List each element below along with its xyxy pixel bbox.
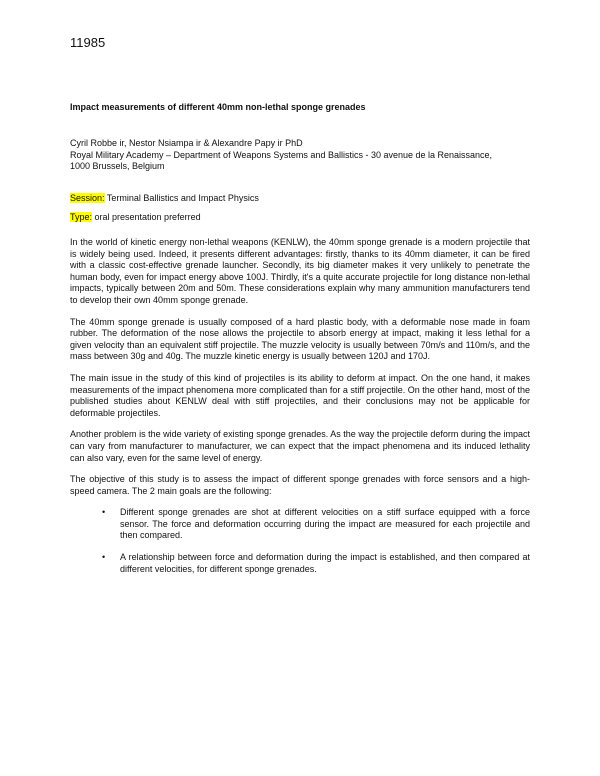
- type-line: [70, 212, 201, 222]
- session-label: Session:: [70, 193, 105, 203]
- author-names: Cyril Robbe ir, Nestor Nsiampa ir & Alexandre Papy ir PhD: [70, 138, 303, 148]
- paper-title: Impact measurements of different 40mm non-lethal sponge grenades: [70, 102, 366, 112]
- list-item: [102, 507, 530, 542]
- affiliation-line-2: 1000 Brussels, Belgium: [70, 161, 165, 171]
- list-item: [102, 552, 530, 575]
- list-item-text: A relationship between force and deformation during the impact is established, and then compared at different velocities, for different sponge grenades.: [120, 552, 530, 574]
- paragraph-composition: The 40mm sponge grenade is usually composed of a hard plastic body, with a deformable nose made in foam rubber. The deformation of the nose allows the projectile to absorb energy at impact, making it less lethal for a given velocity than an equivalent stiff projectile. The muzzle velocity is usually between 70m/s and 110m/s, and the mass between 30g and 40g. The muzzle kinetic energy is usually between 120J and 170J.: [70, 316, 530, 362]
- session-value: Terminal Ballistics and Impact Physics: [104, 193, 259, 203]
- document-number: 11985: [70, 35, 106, 50]
- bullet-glyph: •: [102, 552, 106, 563]
- bullet-glyph: •: [102, 507, 106, 518]
- paragraph-variety: Another problem is the wide variety of existing sponge grenades. As the way the projectile deform during the impact can vary from manufacturer to manufacturer, we can expect that the impact phenomena and its induced lethality can also vary, even for the same level of energy.: [70, 429, 530, 463]
- paragraph-intro: In the world of kinetic energy non-lethal weapons (KENLW), the 40mm sponge grenade is a modern projectile that is widely being used. Indeed, it presents different advantages: firstly, thanks to its 40mm diameter, it can be fired with a classic cost-effective grenade launcher. Secondly, its big diameter makes it very unlikely to penetrate the human body, even for impact energy above 100J. Thirdly, it's a quite accurate projectile for long distance non-lethal impacts, typically between 20m and 50m. These considerations explain why many ammunition manufacturers tend to develop their own 40mm sponge grenade.: [70, 237, 530, 305]
- session-line: [70, 193, 259, 203]
- goals-list: [70, 507, 530, 575]
- affiliation-line-1: Royal Military Academy – Department of Weapons Systems and Ballistics - 30 avenue de la Renaissance,: [70, 149, 493, 160]
- paragraph-objective: The objective of this study is to assess the impact of different sponge grenades with force sensors and a high-speed camera. The 2 main goals are the following:: [70, 474, 530, 496]
- type-label: Type:: [70, 212, 93, 222]
- abstract-body: [70, 237, 530, 585]
- type-value: oral presentation preferred: [92, 212, 201, 222]
- author-block: [70, 138, 540, 173]
- list-item-text: Different sponge grenades are shot at different velocities on a stiff surface equipped with a force sensor. The force and deformation occurring during the impact are measured for each projectile and then compared.: [120, 507, 530, 541]
- paragraph-main-issue: The main issue in the study of this kind of projectiles is its ability to deform at impact. On the one hand, it makes measurements of the impact phenomena more complicated than for a stiff projectile. On the other hand, most of the published studies about KENLW deal with stiff projectiles, and their conclusions may not be applicable for deformable projectiles.: [70, 372, 530, 418]
